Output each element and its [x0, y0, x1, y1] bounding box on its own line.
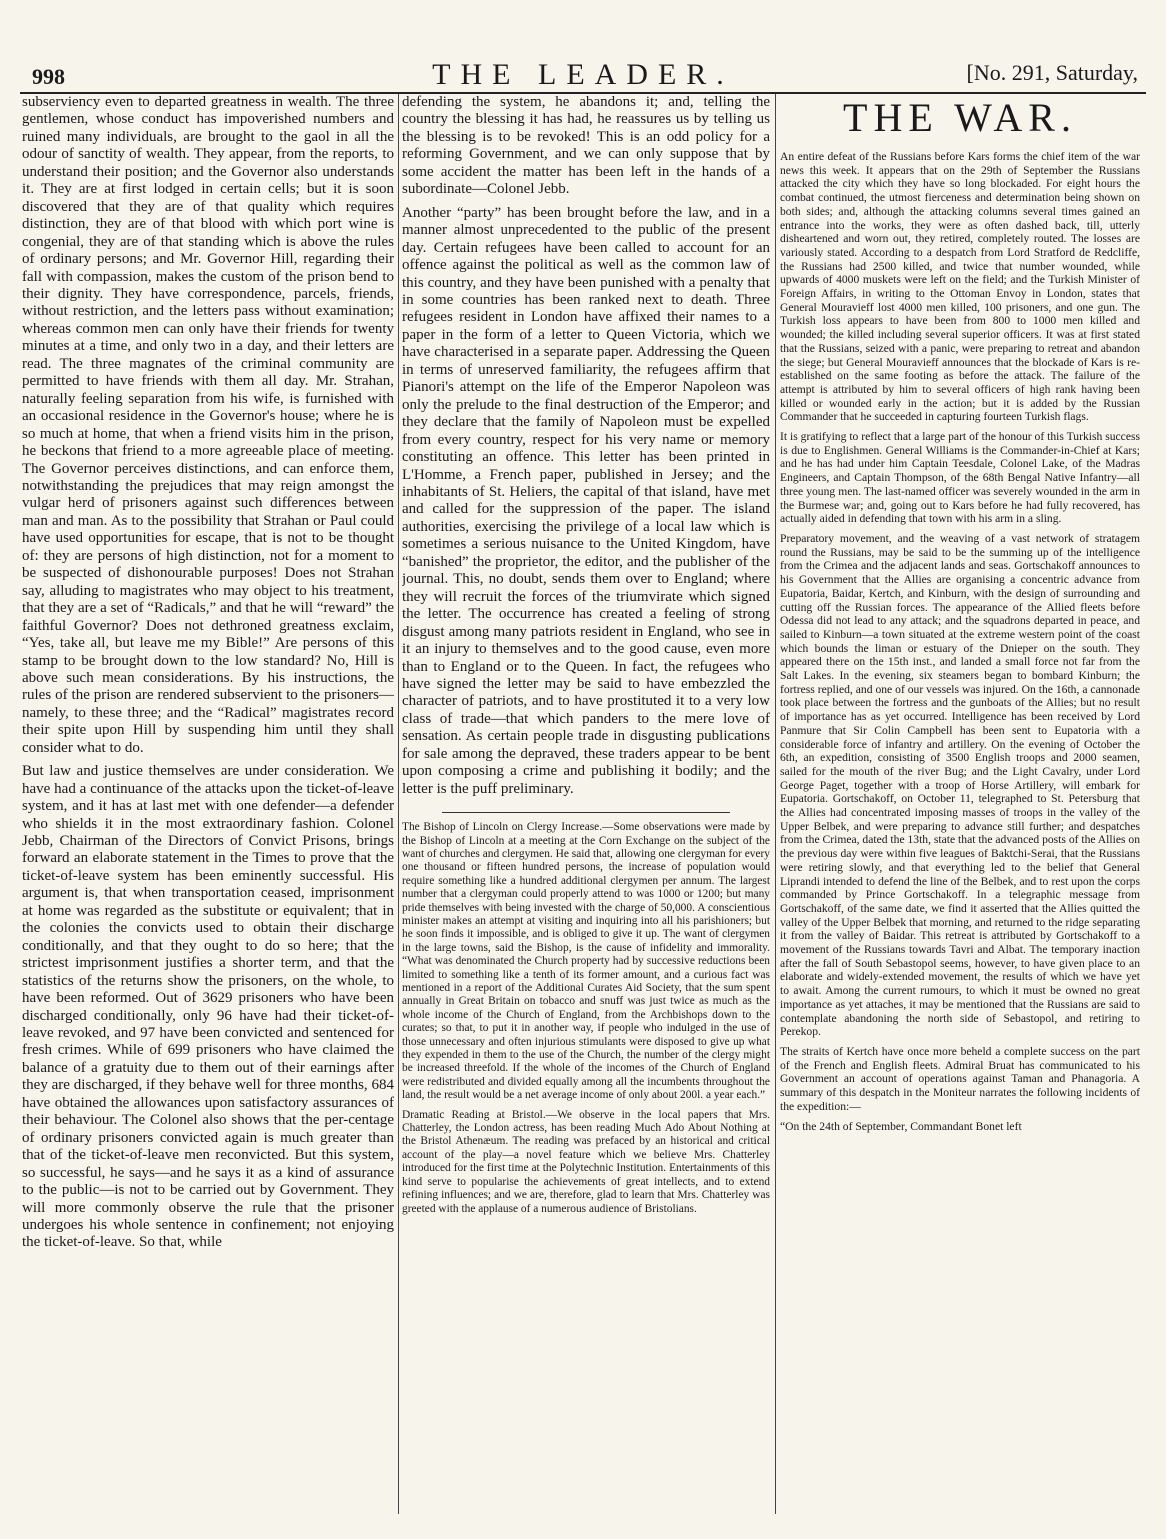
col2-paragraph: Another “party” has been brought before the law, and in a manner almost unprecedented to the public of the present day. Certain refugees have been called to account for an offence against the political as well as the common law of this country, and they have been punished with a penalty that in some countries has been ranked next to death. Three refugees resident in London have affixed their names to a paper in the form of a letter to Queen Victoria, which we have characterised in a separate paper. Addressing the Queen in terms of unreserved familiarity, the refugees affirm that Pianori's attempt on the life of the Emperor Napoleon was only the prelude to the final destruction of the Emperor; and they declare that the family of Napoleon must be expelled from every country, respect for his very name or memory constituting an offence. This letter has been printed in L'Homme, a French paper, published in Jersey; and the inhabitants of St. Heliers, the capital of that island, have met and called for the suppression of the paper. The island authorities, exercising the privilege of a local law which is sometimes a serious nuisance to the United Kingdom, have “banished” the proprietor, the editor, and the publisher of the journal. This, no doubt, sends them over to England; where they will recruit the forces of the triumvirate which signed the letter. The occurrence has created a feeling of strong disgust among many patriots resident in England, who see in it an injury to themselves and to the good cause, even more than to England or to the Queen. In fact, the refugees who have signed the letter may be said to have embezzled the character of patriots, and to have prostituted it to a very low class of trade—that which panders to the mere love of sensation. As certain people trade in disgusting publications for sale among the depraved, these traders appear to be bent upon composing a crime and publishing it bodily; and the letter is the puff preliminary. [402, 204, 770, 797]
col1-paragraph: subserviency even to departed greatness in wealth. The three gentlemen, whose conduct has impoverished numbers and ruined many individuals, are brought to the gaol in all the odour of sanctity of wealth. They appear, from the reports, to understand their position; and the Governor also understands it. They are at first lodged in certain cells; but it is soon discovered that they are of that quality which requires distinction, they are of that blood with which port wine is congenial, they are of that standing which is above the rules of ordinary persons; and Mr. Governor Hill, regarding their fall with compassion, makes the custom of the prison bend to their dignity. They have correspondence, parcels, friends, without restriction, and the letters pass without examination; whereas common men can only have their friends for twenty minutes at a time, and only two in a day, and their letters are read. The three magnates of the criminal community are permitted to have friends with them all day. Mr. Strahan, naturally feeling separation from his wife, is furnished with an occasional residence in the Governor's house; where he is so much at home, that when a friend visits him in the prison, he beckons that friend to a more agreeable place of meeting. The Governor perceives distinctions, and can enforce them, notwithstanding the prejudices that may reign amongst the vulgar herd of prisoners against such differences between man and man. As to the possibility that Strahan or Paul could have used opportunities for escape, that is not to be thought of: they are persons of high distinction, not for a moment to be suspected of dishonourable purposes! Does not Strahan say, alluding to magistrates who may object to his treatment, that they are a set of “Radicals,” and that he will “reward” the faithful Governor? Does not dethroned greatness exclaim, “Yes, take all, but leave me my Bible!” Are persons of this stamp to be brought down to the low standard? No, Hill is above such mean considerations. By his instructions, the rules of the prison are rendered subservient to the prisoners—namely, to these three; and the “Radical” magistrates record their spite upon Hill by suspending him until they shall consider what to do. [22, 94, 394, 756]
col3-paragraph: The straits of Kertch have once more beheld a complete success on the part of the French and English fleets. Admiral Bruat has communicated to his Government an account of operations against Taman and Phanagoria. A summary of this despatch in the Moniteur narrates the following incidents of the expedition:— [780, 1045, 1140, 1113]
masthead [20, 50, 1146, 92]
dramatic-reading-article: Dramatic Reading at Bristol.—We observe in the local papers that Mrs. Chatterley, the London actress, has been reading Much Ado About Nothing at the Bristol Athenæum. The reading was prefaced by an historical and critical account of the play—a novel feature which we believe Mrs. Chatterley introduced for the first time at the Polytechnic Institution. Entertainments of this kind serve to popularise the achievements of great intellects, and to extend refining influences; and we are, therefore, glad to learn that Mrs. Chatterley was greeted with the applause of a numerous audience of Bristolians. [402, 1108, 770, 1215]
newspaper-title: THE LEADER. [432, 58, 734, 91]
page-number: 998 [32, 64, 65, 89]
col1-paragraph: But law and justice themselves are under consideration. We have had a continuance of the attacks upon the ticket-of-leave system, and it has at last met with one defender—a defender who shields it in the most extraordinary fashion. Colonel Jebb, Chairman of the Directors of Convict Prisons, brings forward an elaborate statement in the Times to prove that the ticket-of-leave system has been eminently successful. His argument is, that when transportation ceased, imprisonment at home was regarded as the substitute or equivalent; that in the colonies the convicts used to obtain their discharge conditionally, and that they ought to do so here; that the strictest imprisonment justifies a shorter term, and that the statistics of the returns show the prisoners, on the whole, to have been reformed. Out of 3629 prisoners who have been discharged conditionally, only 96 have had their ticket-of-leave revoked, and 97 have been convicted and sentenced for fresh crimes. While of 699 prisoners who have claimed the balance of a gratuity due to them out of their earnings after they are discharged, if they behave well for three months, 684 have obtained the allowances upon satisfactory assurances of their behaviour. The Colonel also shows that the per-centage of ordinary prisoners convicted again is much greater than that of the ticket-of-leave men reconvicted. But this system, so successful, he says—and he says it as a kind of assurance to the public—is not to be carried out by Government. They will more commonly observe the rule that the prisoner undergoes his whole sentence in confinement; not enjoying the ticket-of-leave. So that, while [22, 763, 394, 1251]
col3-paragraph: An entire defeat of the Russians before Kars forms the chief item of the war news this week. It appears that on the 29th of September the Russians attacked the city which they have so long blockaded. For eight hours the combat continued, the utmost fierceness and determination being shown on both sides; and, although the attacking columns several times gained an entrance into the works, they were as often dashed back, till, utterly disheartened and worn out, they retired, completely routed. The losses are variously stated. According to a despatch from Lord Stratford de Redcliffe, the Russians had 2500 killed, and twice that number wounded, while upwards of 4000 muskets were left on the field; and the Turkish Minister of Foreign Affairs, in writing to the Ottoman Envoy in London, states that General Mouravieff lost 4000 men killed, 100 prisoners, and one gun. The Turkish loss appears to have been from 800 to 1000 men killed and wounded; the killed including several superior officers. It was at first stated that the Russians, seized with a panic, were preparing to retreat and abandon the siege; but General Mouravieff announces that the blockade of Kars is re-established on the same footing as before the attack. The failure of the attempt is attributed by him to several officers of high rank having been killed or wounded early in the action; but it is added by the Russian Commander that he succeeded in capturing fourteen Turkish flags. [780, 150, 1140, 424]
column-3 [780, 94, 1140, 1514]
col3-paragraph: It is gratifying to reflect that a large part of the honour of this Turkish success is due to Englishmen. General Williams is the Commander-in-Chief at Kars; and he has had under him Captain Teesdale, Colonel Lake, of the Madras Engineers, and Captain Thompson, of the 68th Bengal Native Infantry—all three young men. The last-named officer was severely wounded in the arm in the Burmese war; and, going out to Kars before he had fully recovered, has actually aided in defending that town with his arm in a sling. [780, 430, 1140, 526]
column-divider [775, 94, 776, 1514]
bishop-of-lincoln-article: The Bishop of Lincoln on Clergy Increase.—Some observations were made by the Bishop of Lincoln at a meeting at the Corn Exchange on the subject of the want of churches and clergymen. He said that, allowing one clergyman for every one thousand or fifteen hundred persons, the increase of population would require something like a hundred additional clergymen per annum. The largest number that a clergyman could properly attend to was 1000 or 1200; but many pride themselves with being invested with the charge of 50,000. A conscientious minister makes an attempt at visiting and inquiring into all his parishioners; but he soon finds it impossible, and is obliged to give it up. The want of clergymen in the large towns, said the Bishop, is the cause of infidelity and immorality. “What was denominated the Church property had by successive reductions been limited to something like a tenth of its former amount, and a curious fact was mentioned in a report of the Additional Curates Aid Society, that the sum spent annually in Great Britain on tobacco and snuff was just twice as much as the whole income of the Church of England, from the Archbishops down to the curates; so that, to put it in another way, if people who indulged in the use of those unnecessary and often injurious stimulants were disposed to give up what they expended in them to the use of the Church, the number of the clergy might be increased threefold. If the whole of the incomes of the Church of England were redistributed and divided equally among all the incumbents throughout the land, the result would be a net average income of only about 200l. a year each.” [402, 821, 770, 1102]
war-heading: THE WAR. [843, 95, 1077, 140]
column-divider [398, 94, 399, 1514]
col3-paragraph: Preparatory movement, and the weaving of a vast network of stratagem round the Russians, may be said to be the summing up of the intelligence from the Crimea and the adjacent lands and seas. Gortschakoff announces to his Government that the Allies are organising a concentric advance from Eupatoria, Baidar, Kertch, and Kinburn, with the design of surrounding and cutting off the Russian forces. The appearance of the Allied fleets before Odessa did not lead to any attack; and the squadrons departed in peace, and sailed to Kinburn—a town situated at the extreme western point of the coast which bounds the liman or estuary of the Dnieper on the south. They appeared there on the 15th inst., and landed a small force not far from the Salt Lakes. In the evening, six steamers began to bombard Kinburn; the fortress replied, and one of our vessels was injured. On the 16th, a cannonade took place between the fortress and the gunboats of the Allies; but no result of importance has as yet occurred. Intelligence has been received by Lord Panmure that Sir Colin Campbell has been sent to Eupatoria with a considerable force of infantry and artillery. On the evening of October the 6th, an expedition, consisting of 3500 English troops and 2000 seamen, sailed for the mouth of the river Bug; and the Light Cavalry, under Lord George Paget, together with a troop of Horse Artillery, will embark for Eupatoria. Gortschakoff, on October 11, telegraphed to St. Petersburg that the Allies had concentrated imposing masses of troops in the valley of the Upper Belbek, and were preparing to advance still further; and despatches from the Crimea, dated the 13th, state that the advanced posts of the Allies on the previous day were within five leagues of Baktchi-Serai, that the Russians were retiring slowly, and that everything led to the belief that General Liprandi intended to defend the line of the Belbek, and to rest upon the corps commanded by Prince Gortschakoff. In a telegraphic message from Gortschakoff, of the same date, we find it asserted that the Allies quitted the valley of the Upper Belbek that morning, and returned to the ridge separating it from the valley of Baidar. This retreat is attributed by Gortschakoff to a movement of the Russians towards Tavri and Albat. The temporary inaction after the fall of South Sebastopol seems, however, to have given place to an elaborate and widely-extended movement, the results of which we have yet to await. Among the current rumours, to which it must be owned no great importance as yet attaches, it may be mentioned that the Russians are said to contemplate abandoning the north side of Sebastopol, and retiring to Perekop. [780, 531, 1140, 1039]
column-2 [402, 94, 770, 1514]
col3-paragraph: “On the 24th of September, Commandant Bonet left [780, 1119, 1022, 1133]
column-1 [22, 94, 394, 1514]
section-rule [442, 812, 730, 813]
issue-info: [No. 291, Saturday, [966, 60, 1138, 85]
col2-paragraph: defending the system, he abandons it; and, telling the country the blessing it has had, he reassures us by telling us the blessing is to be revoked! This is an odd policy for a reforming Government, and we can only suppose that by some accident the matter has been left in the hands of a subordinate—Colonel Jebb. [402, 94, 770, 198]
